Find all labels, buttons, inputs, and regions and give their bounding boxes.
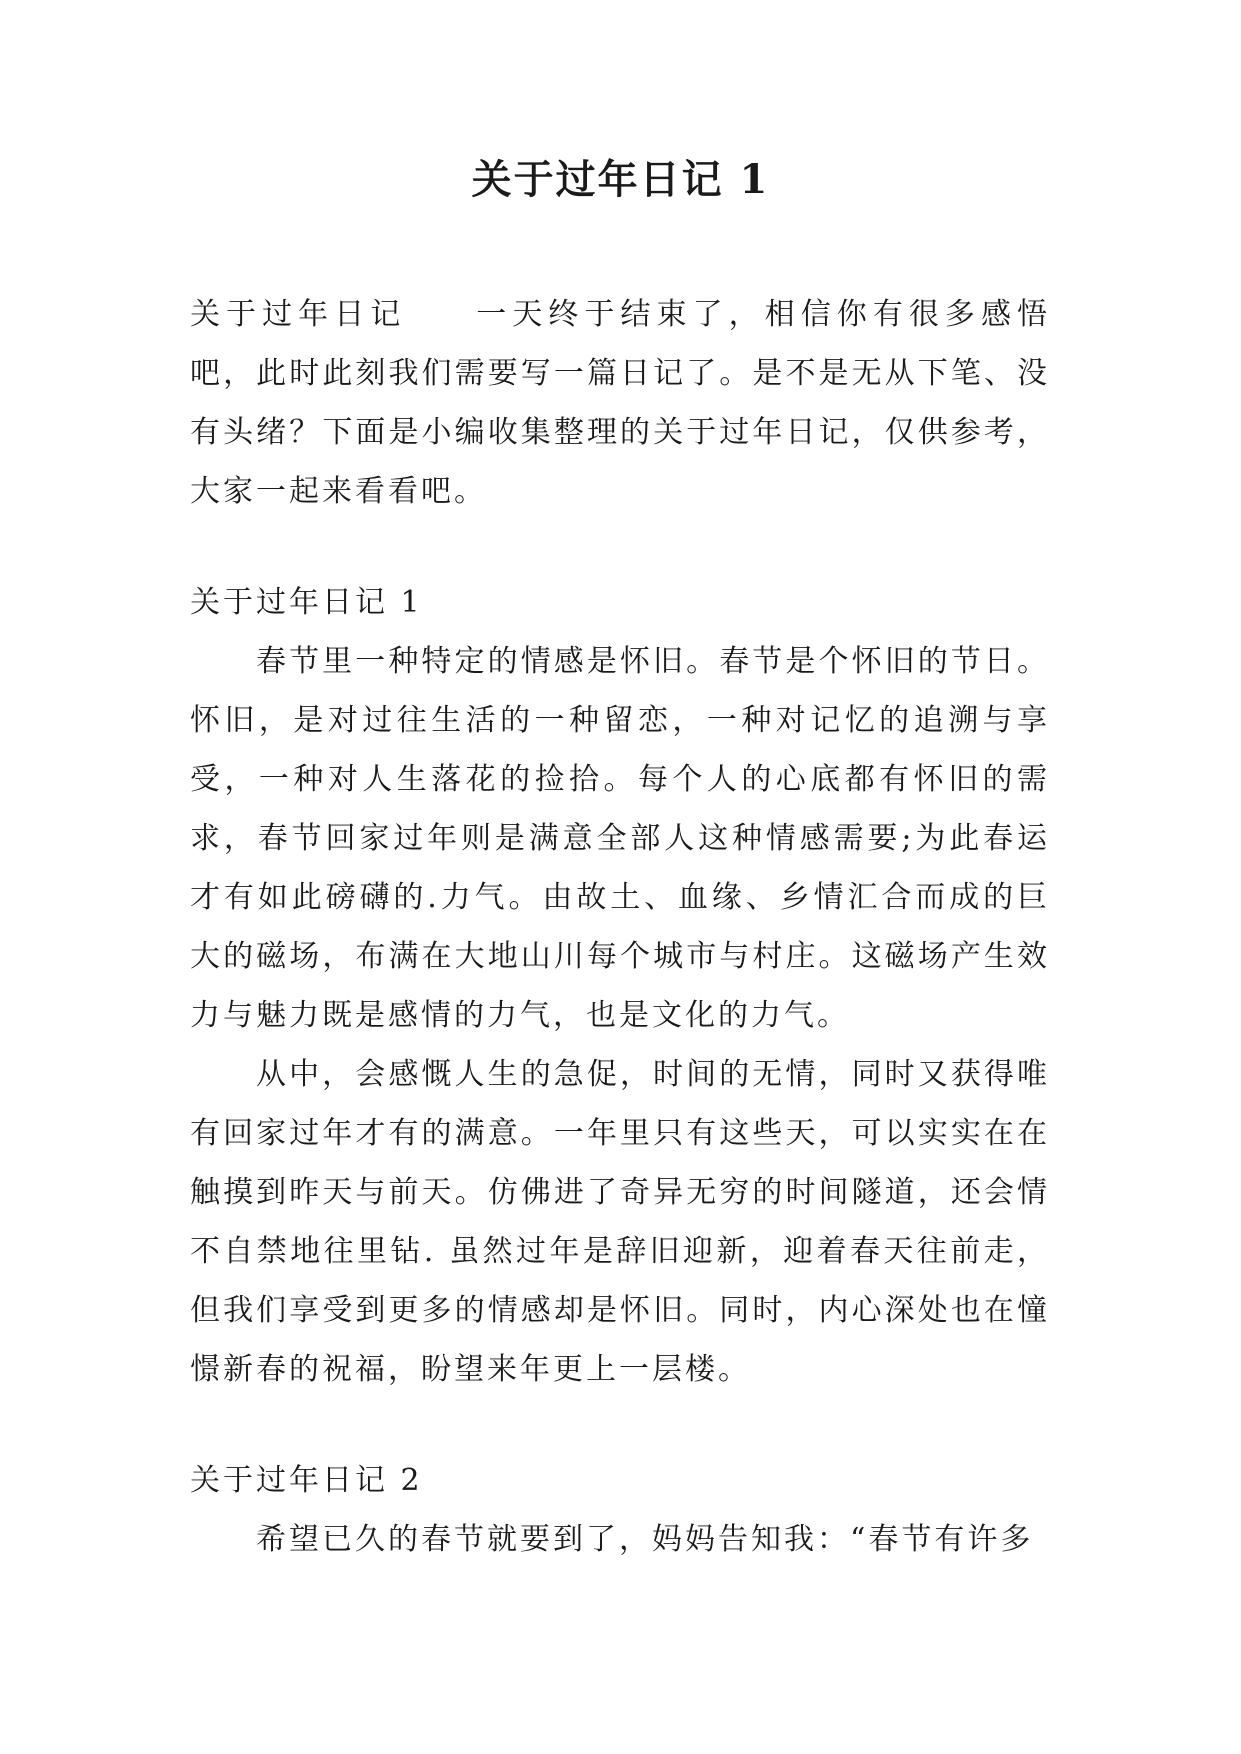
diary-section-1 bbox=[190, 573, 1050, 1399]
document-title: 关于过年日记 1 bbox=[471, 156, 770, 203]
document-body bbox=[190, 285, 1050, 1621]
body-paragraph: 从中，会感慨人生的急促，时间的无情，同时又获得唯有回家过年才有的满意。一年里只有这些天，可以实实在在触摸到昨天与前天。仿佛进了奇异无穷的时间隧道，还会情不自禁地往里钻. 虽然过年是辞旧迎新，迎着春天往前走，但我们享受到更多的情感却是怀旧。同时，内心深处也在憧憬新春的祝福，盼望来年更上一层楼。 bbox=[190, 1057, 1050, 1387]
body-paragraph: 希望已久的春节就要到了，妈妈告知我：“春节有许多 bbox=[256, 1522, 1034, 1557]
section-heading: 关于过年日记 1 bbox=[190, 585, 423, 620]
section-heading: 关于过年日记 2 bbox=[190, 1463, 423, 1498]
intro-paragraph bbox=[190, 285, 1050, 521]
intro-lead: 关于过年日记 bbox=[190, 297, 407, 332]
intro-text: 一天终于结束了，相信你有很多感悟吧，此时此刻我们需要写一篇日记了。是不是无从下笔、没有头绪？下面是小编收集整理的关于过年日记，仅供参考，大家一起来看看吧。 bbox=[190, 297, 1051, 509]
diary-section-2 bbox=[190, 1451, 1050, 1569]
body-paragraph: 春节里一种特定的情感是怀旧。春节是个怀旧的节日。怀旧，是对过往生活的一种留恋，一种对记忆的追溯与享受，一种对人生落花的捡拾。每个人的心底都有怀旧的需求，春节回家过年则是满意全部人这种情感需要;为此春运才有如此磅礴的.力气。由故土、血缘、乡情汇合而成的巨大的磁场，布满在大地山川每个城市与村庄。这磁场产生效力与魅力既是感情的力气，也是文化的力气。 bbox=[190, 644, 1050, 1033]
